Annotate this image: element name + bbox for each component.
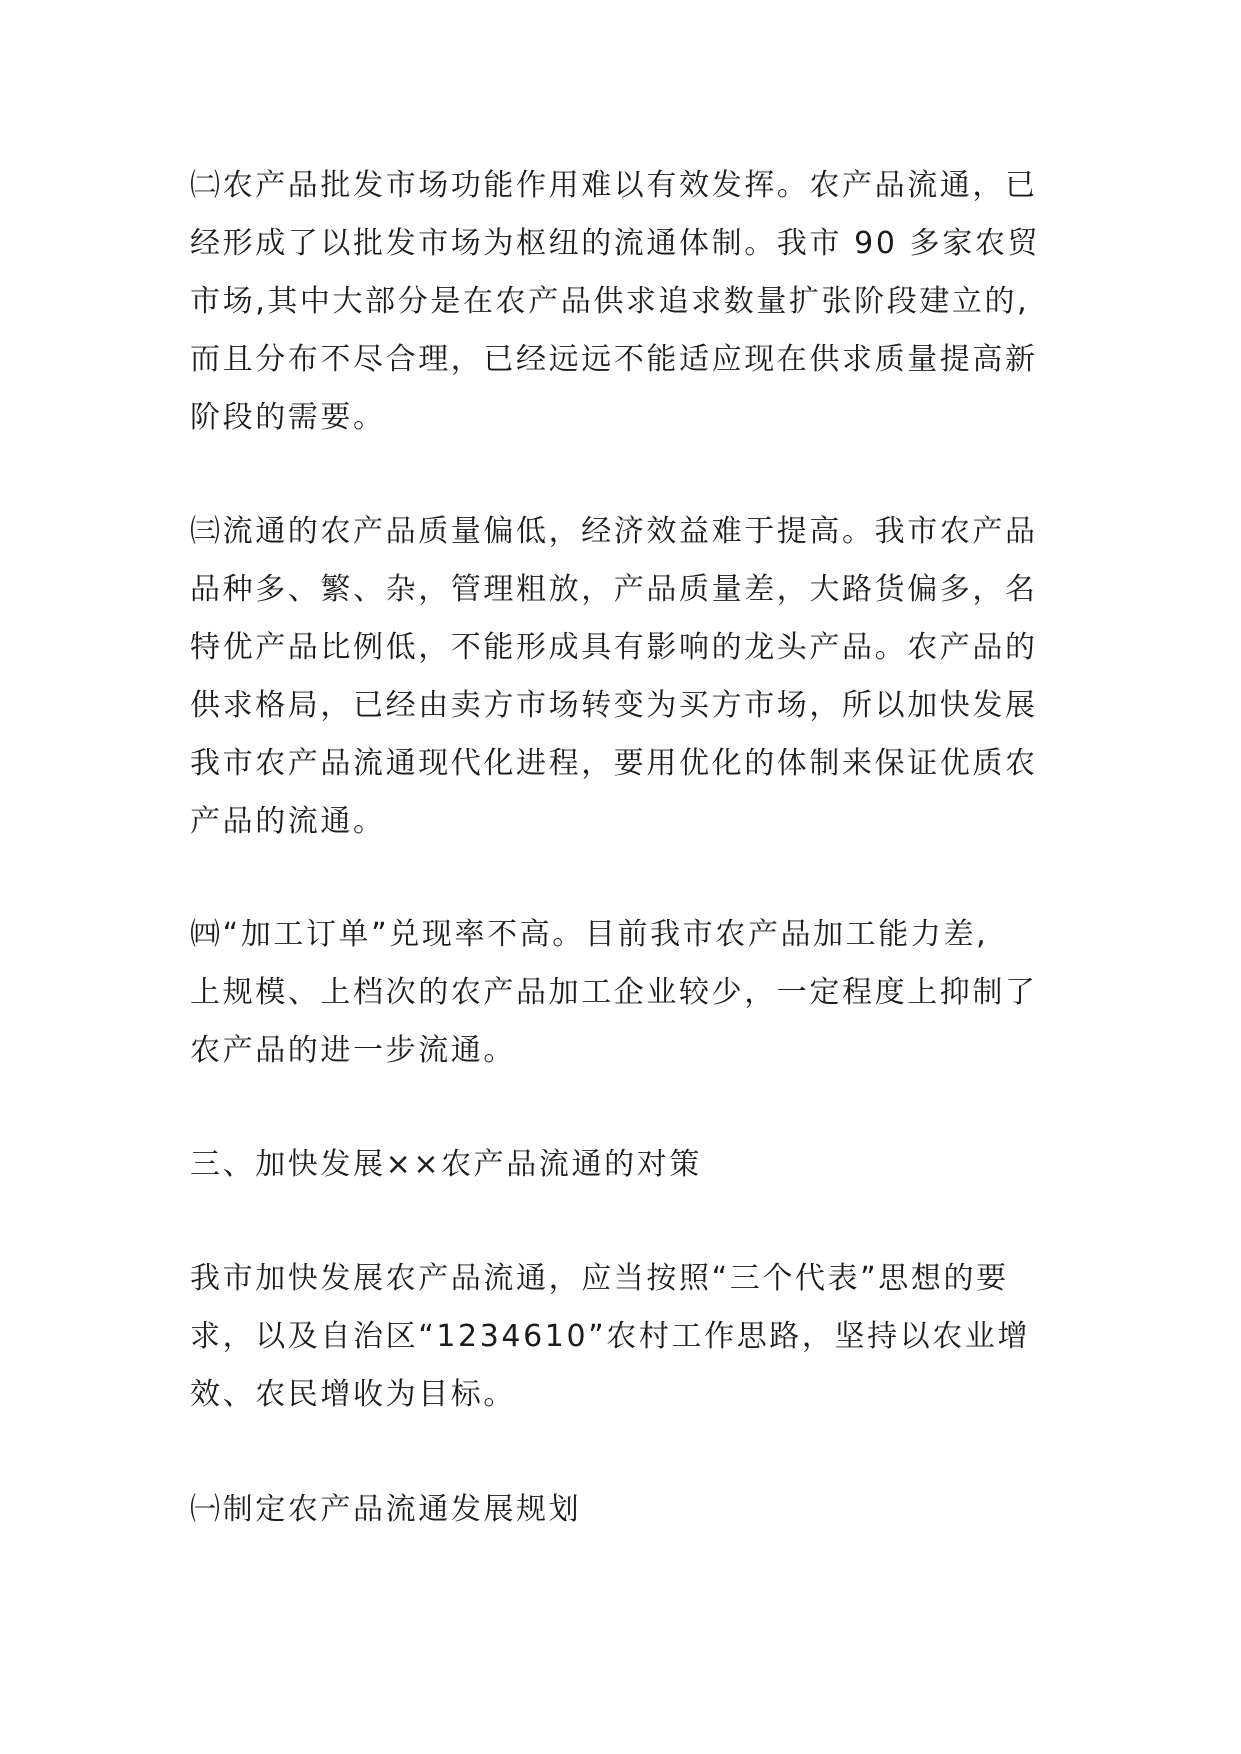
section-heading (190, 1136, 1090, 1194)
text-line: 市场,其中大部分是在农产品供求追求数量扩张阶段建立的, (190, 284, 1030, 319)
paragraph-processing-orders (190, 906, 1090, 1080)
text-line: 而且分布不尽合理，已经远远不能适应现在供求质量提高新 (190, 342, 1038, 377)
text-line: 特优产品比例低，不能形成具有影响的龙头产品。农产品的 (190, 630, 1038, 665)
text-line: 产品的流通。 (190, 804, 386, 839)
text-line: 经形成了以批发市场为枢纽的流通体制。我市 90 多家农贸 (190, 226, 1041, 261)
text-line: ㈢流通的农产品质量偏低，经济效益难于提高。我市农产品 (190, 514, 1038, 549)
text-line: 效、农民增收为目标。 (190, 1377, 516, 1412)
text-line: 求，以及自治区“1234610”农村工作思路，坚持以农业增 (190, 1319, 1031, 1354)
text-line: 农产品的进一步流通。 (190, 1033, 516, 1068)
subsection-heading (190, 1481, 1090, 1539)
paragraph-strategy-intro (190, 1250, 1090, 1424)
paragraph-wholesale-market (190, 157, 1090, 447)
text-line: 我市农产品流通现代化进程，要用优化的体制来保证优质农 (190, 746, 1038, 781)
text-line: ㈡农产品批发市场功能作用难以有效发挥。农产品流通，已 (190, 168, 1038, 203)
heading-text: ㈠制定农产品流通发展规划 (190, 1492, 582, 1527)
text-line: 供求格局，已经由卖方市场转变为买方市场，所以加快发展 (190, 688, 1038, 723)
paragraph-product-quality (190, 503, 1090, 851)
text-line: 我市加快发展农产品流通，应当按照“三个代表”思想的要 (190, 1261, 1009, 1296)
text-line: ㈣“加工订单”兑现率不高。目前我市农产品加工能力差, (190, 917, 989, 952)
text-line: 阶段的需要。 (190, 400, 386, 435)
heading-text: 三、加快发展××农产品流通的对策 (190, 1147, 702, 1182)
text-line: 上规模、上档次的农产品加工企业较少，一定程度上抑制了 (190, 975, 1038, 1010)
text-line: 品种多、繁、杂，管理粗放，产品质量差，大路货偏多，名 (190, 572, 1038, 607)
